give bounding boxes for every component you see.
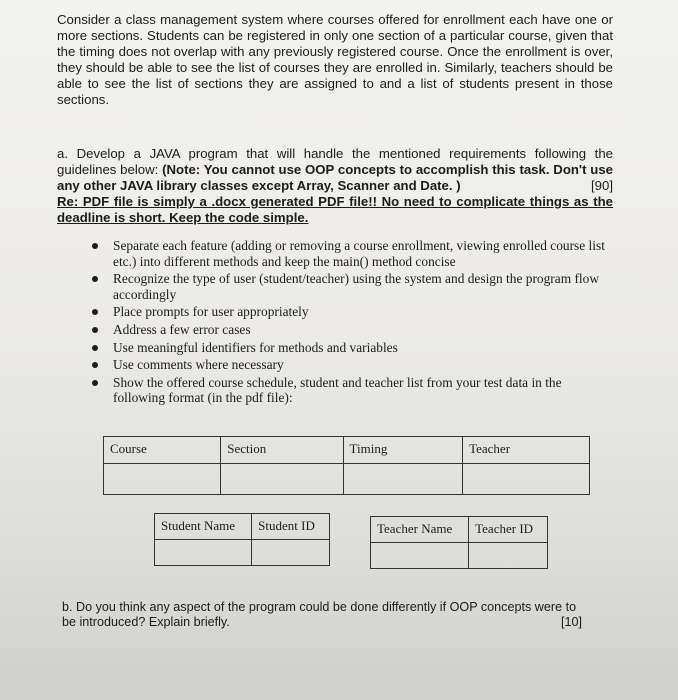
list-item: Place prompts for user appropriately [88, 304, 608, 320]
course-schedule-table [103, 436, 590, 495]
part-b [62, 600, 582, 630]
part-b-marks: [10] [560, 615, 582, 629]
bullet-icon [92, 362, 98, 368]
part-b-text: b. Do you think any aspect of the program could be done differently if OOP concepts were to be introduced? Explain briefly. [62, 600, 577, 629]
part-a-marks: [90] [591, 178, 613, 193]
bullet-icon [92, 243, 98, 249]
table-header-row [371, 517, 548, 543]
header-teacher-name: Teacher Name [371, 517, 469, 543]
part-a-prefix: a. Develop a JAVA program that will handle the mentioned requirements following the guidelines below: [57, 146, 613, 177]
header-student-name: Student Name [155, 514, 252, 540]
list-item: Recognize the type of user (student/teacher) using the system and design the program flow accordingly [88, 271, 608, 302]
intro-paragraph: Consider a class management system where courses offered for enrollment each have one or more sections. Students can be registered in only one section of a particular course, given that the timing does not overlap with any previously registered course. Once the enrollment is over, they should be able to see the list of courses they are enrolled in. Similarly, teachers should be able to see the list of sections they are assigned to and a list of students present in those sections. [57, 12, 613, 107]
part-a [57, 146, 613, 226]
student-list-table [154, 513, 330, 566]
list-item: Separate each feature (adding or removing a course enrollment, viewing enrolled course list etc.) into different methods and keep the main() method concise [88, 238, 608, 269]
part-a-note: (Note: You cannot use OOP concepts to accomplish this task. Don't use any other JAVA library classes except Array, Scanner and Date. ) [57, 162, 613, 193]
header-timing: Timing [343, 437, 463, 464]
bullet-icon [92, 380, 98, 386]
teacher-list-table [370, 516, 548, 569]
bullet-icon [92, 276, 98, 282]
bullet-icon [92, 345, 98, 351]
bullet-icon [92, 309, 98, 315]
table-row [104, 464, 590, 495]
guideline-list [88, 238, 608, 408]
header-teacher: Teacher [463, 437, 590, 464]
header-student-id: Student ID [252, 514, 330, 540]
table-header-row [155, 514, 330, 540]
list-item: Address a few error cases [88, 322, 608, 338]
table-row [155, 540, 330, 566]
header-course: Course [104, 437, 221, 464]
header-teacher-id: Teacher ID [469, 517, 548, 543]
list-item: Show the offered course schedule, student and teacher list from your test data in the following format (in the pdf file): [88, 375, 608, 406]
table-row [371, 543, 548, 569]
table-header-row [104, 437, 590, 464]
bullet-icon [92, 327, 98, 333]
list-item: Use meaningful identifiers for methods and variables [88, 340, 608, 356]
header-section: Section [221, 437, 343, 464]
list-item: Use comments where necessary [88, 357, 608, 373]
part-a-remark: Re: PDF file is simply a .docx generated PDF file!! No need to complicate things as the deadline is short. Keep the code simple. [57, 194, 613, 225]
